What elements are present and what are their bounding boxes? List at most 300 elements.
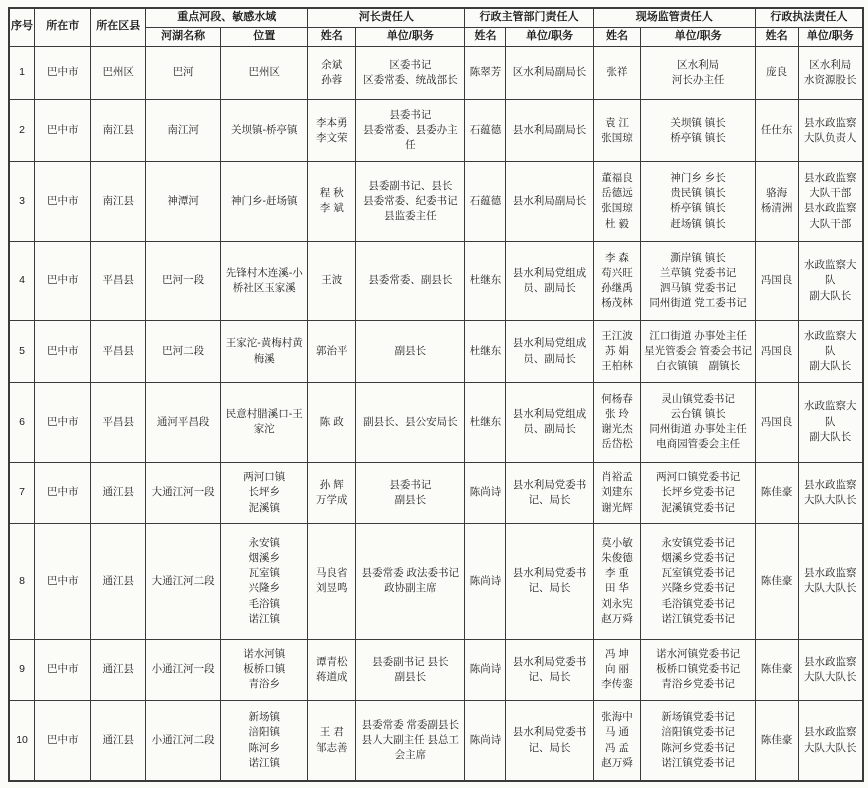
cell-site-titles [641,46,755,100]
cell-line: 张 玲 [605,408,629,421]
cell-line: 谭青松 [316,655,348,668]
cell-river-name [146,382,221,462]
cell-dept-titles [506,524,593,639]
cell-line: 县委常委 常委副县长 [361,718,460,731]
cell-line: 青浴乡党委书记 [661,678,735,691]
cell-enforce-names [755,46,798,100]
cell-line: 石蕴德 [469,194,502,207]
table-row [9,701,863,781]
cell-line: 同州街道 党工委书记 [649,297,747,310]
cell-line: 岳岱松 [601,438,633,451]
cell-line: 河长办主任 [671,73,725,86]
cell-county [91,524,146,639]
cell-line: 巴河一段 [162,274,205,287]
cell-line: 县水政监察大队大队长 [804,655,857,683]
cell-city [35,321,91,383]
cell-line: 县水利局党组成员、副局长 [512,408,587,436]
cell-line: 马良省 [316,567,348,580]
cell-line: 副大队长 [809,360,852,373]
cell-line: 李 斌 [319,202,344,215]
cell-line: 巴州区 [248,66,281,79]
cell-line: 陈佳豪 [760,486,793,499]
cell-site-titles [641,524,755,639]
table-row [9,46,863,100]
cell-line: 杜继东 [469,274,502,287]
cell-line: 赶场镇 镇长 [670,217,726,230]
cell-dept-name [465,100,506,162]
cell-line: 区委常委、统战部长 [363,73,458,86]
cell-line: 副大队长 [809,430,852,443]
cell-site-names [593,46,641,100]
cell-line: 县委常委、副县长 [368,274,453,287]
cell-line: 冯国良 [760,274,793,287]
cell-chief-names [308,639,356,701]
cell-chief-names [308,100,356,162]
cell-line: 通江县 [102,734,135,746]
cell-river-name [146,462,221,524]
cell-line: 田 华 [605,582,629,595]
cell-river-name [146,321,221,383]
cell-county [91,241,146,321]
cell-enforce-names [755,162,798,242]
cell-site-titles [641,382,755,462]
cell-line: 永安镇党委书记 [661,536,735,549]
cell-location [221,462,308,524]
cell-chief-titles [356,241,465,321]
cell-line: 冯 孟 [605,741,629,754]
cell-line: 石蕴德 [469,124,502,137]
cell-line: 巴中市 [47,274,79,287]
cell-river-name [146,639,221,701]
cell-line: 岳德远 [601,187,633,200]
cell-line: 贵民镇 镇长 [670,187,726,200]
cell-line: 县委副书记 县长 [372,655,449,668]
cell-line: 苏 娟 [605,345,629,358]
cell-site-titles [641,162,755,242]
cell-line: 县委书记 [389,478,432,491]
cell-line: 张国琼 [601,202,633,215]
cell-line: 杜 毅 [605,217,629,230]
header-county: 所在区县 [91,8,146,46]
cell-line: 瓦室镇 [248,567,281,580]
cell-location [221,46,308,100]
cell-site-titles [641,462,755,524]
cell-line: 2 [19,124,25,137]
cell-city [35,241,91,321]
cell-line: 谢光杰 [601,423,633,436]
cell-line: 王江波 [601,329,633,342]
cell-line: 任仕东 [760,124,793,137]
cell-line: 巴中市 [47,66,79,79]
cell-line: 同州街道 办事处主任 [649,423,747,436]
cell-line: 诺江镇 [248,756,281,769]
cell-line: 杜继东 [469,345,502,358]
cell-city [35,639,91,701]
cell-line: 关坝镇 镇长 [670,116,726,129]
cell-line: 朱俊德 [601,551,633,564]
cell-line: 南江县 [102,124,135,137]
cell-line: 李 森 [605,251,629,264]
cell-river-name [146,241,221,321]
cell-site-titles [641,639,755,701]
cell-site-names [593,382,641,462]
cell-line: 谢光辉 [601,501,633,514]
cell-line: 孙 辉 [319,478,344,491]
cell-line: 毛浴镇党委书记 [661,597,735,610]
cell-line: 巴中市 [47,345,79,358]
cell-enforce-titles [798,46,863,100]
cell-line: 冯国良 [760,415,793,428]
cell-line: 余斌 [321,58,343,71]
cell-line: 郭治平 [316,345,348,358]
cell-site-titles [641,701,755,781]
subheader-dept-unit: 单位/职务 [506,27,593,46]
cell-line: 刘永宪 [601,597,633,610]
cell-chief-titles [356,162,465,242]
cell-river-name [146,46,221,100]
cell-line: 瓦室镇党委书记 [661,567,735,580]
cell-line: 县水利局副局长 [512,194,587,207]
cell-line: 县水利局党委书记、局长 [512,655,587,683]
header-group-chief: 河长责任人 [308,8,465,27]
cell-chief-names [308,462,356,524]
cell-dept-name [465,701,506,781]
cell-line: 新场镇党委书记 [661,711,735,724]
cell-line: 李文荣 [316,131,348,144]
header-group-river: 重点河段、敏感水域 [146,8,308,27]
cell-line: 两河口镇党委书记 [656,471,741,484]
cell-line: 杜继东 [469,415,502,428]
cell-dept-name [465,321,506,383]
cell-county [91,462,146,524]
cell-line: 烟溪乡党委书记 [661,551,735,564]
cell-line: 神门乡-赶场镇 [231,194,298,207]
cell-dept-name [465,162,506,242]
table-row [9,524,863,639]
cell-site-names [593,241,641,321]
cell-serial [9,701,35,781]
cell-line: 灵山镇党委书记 [661,392,735,405]
cell-line: 县监委主任 [384,210,437,223]
cell-chief-names [308,241,356,321]
cell-line: 陈 政 [319,415,344,428]
cell-county [91,321,146,383]
cell-line: 孙蓉 [321,73,343,86]
cell-line: 小通江河二段 [151,734,215,746]
cell-chief-names [308,382,356,462]
cell-site-names [593,701,641,781]
cell-line: 区水利局副局长 [512,66,587,79]
cell-site-titles [641,100,755,162]
cell-line: 县水利局党委书记、局长 [512,478,587,506]
cell-enforce-titles [798,162,863,242]
cell-line: 县水利局党组成员、副局长 [512,337,587,365]
cell-location [221,382,308,462]
cell-line: 王柏林 [601,360,633,373]
cell-river-name [146,701,221,781]
cell-line: 平昌县 [102,274,135,287]
cell-line: 大通江河二段 [151,574,215,587]
cell-chief-titles [356,639,465,701]
cell-line: 大通江河一段 [151,486,215,499]
cell-line: 张国琼 [601,131,633,144]
cell-serial [9,321,35,383]
cell-line: 神潭河 [167,194,199,207]
cell-line: 何杨春 [601,392,633,405]
cell-line: 肖裕孟 [601,471,633,484]
cell-line: 诺江镇党委书记 [661,756,735,769]
cell-enforce-names [755,100,798,162]
cell-line: 王家沱-黄梅村黄梅溪 [225,337,303,365]
cell-line: 向 丽 [605,663,629,676]
cell-line: 陈佳豪 [760,734,793,746]
cell-city [35,46,91,100]
cell-county [91,382,146,462]
table-row [9,321,863,383]
cell-line: 诺水河镇党委书记 [656,648,741,661]
cell-site-names [593,100,641,162]
cell-line: 通江县 [102,486,135,499]
cell-line: 诺江镇 [248,612,281,625]
cell-county [91,162,146,242]
cell-chief-titles [356,382,465,462]
cell-line: 陈尚诗 [469,574,502,587]
cell-line: 赵万舜 [601,756,633,769]
cell-line: 县水利局党委书记、局长 [512,726,587,754]
cell-county [91,100,146,162]
cell-chief-titles [356,321,465,383]
cell-site-names [593,321,641,383]
cell-dept-name [465,462,506,524]
table-row [9,162,863,242]
cell-line: 副县长、县公安局长 [363,415,458,428]
cell-line: 小通江河一段 [151,663,215,676]
cell-city [35,100,91,162]
cell-line: 兴隆乡党委书记 [661,582,735,595]
cell-chief-names [308,524,356,639]
cell-site-names [593,162,641,242]
cell-line: 神门乡 乡长 [670,171,726,184]
table-body [9,46,863,781]
cell-line: 县水政监察大队大队长 [804,726,857,754]
subheader-river-name: 河湖名称 [146,27,221,46]
cell-dept-titles [506,701,593,781]
cell-city [35,524,91,639]
cell-line: 巴中市 [47,486,79,499]
cell-serial [9,462,35,524]
cell-line: 关坝镇-桥亭镇 [231,124,298,137]
cell-chief-titles [356,100,465,162]
cell-dept-titles [506,241,593,321]
cell-location [221,701,308,781]
cell-line: 板桥口镇 [243,663,286,676]
cell-line: 陈河乡党委书记 [661,741,735,754]
cell-dept-name [465,241,506,321]
cell-location [221,241,308,321]
cell-line: 兴隆乡 [248,582,281,595]
cell-line: 星光管委会 管委会书记 [644,345,753,358]
cell-line: 庞良 [766,66,788,79]
cell-line: 巴河二段 [162,345,205,358]
cell-line: 县水利局党委书记、局长 [512,567,587,595]
cell-enforce-names [755,241,798,321]
cell-line: 长坪乡 [248,486,281,499]
cell-site-names [593,462,641,524]
cell-line: 毛浴镇 [248,597,281,610]
cell-line: 袁 江 [605,116,629,129]
cell-line: 县委常委 政法委书记 [361,567,460,580]
cell-chief-titles [356,524,465,639]
subheader-enforce-name: 姓名 [755,27,798,46]
cell-line: 杨茂林 [601,297,633,310]
cell-line: 6 [19,415,25,428]
table-row [9,382,863,462]
header-city: 所在市 [35,8,91,46]
cell-line: 陈尚诗 [469,734,502,746]
cell-serial [9,382,35,462]
cell-line: 巴中市 [47,415,79,428]
cell-dept-titles [506,162,593,242]
cell-line: 涪阳镇党委书记 [661,726,735,739]
cell-enforce-titles [798,382,863,462]
cell-location [221,321,308,383]
cell-chief-names [308,162,356,242]
cell-line: 王波 [321,274,343,287]
cell-line: 县委书记 [389,108,432,121]
cell-line: 巴中市 [47,124,79,137]
cell-line: 巴州区 [102,66,135,79]
cell-line: 9 [19,663,25,676]
cell-line: 陈佳豪 [760,574,793,587]
cell-line: 通江县 [102,574,135,587]
cell-dept-titles [506,321,593,383]
cell-line: 平昌县 [102,415,135,428]
cell-line: 3 [19,194,25,207]
cell-line: 10 [16,734,28,746]
cell-line: 平昌县 [102,345,135,358]
cell-line: 8 [19,574,25,587]
cell-city [35,462,91,524]
cell-line: 巴中市 [47,663,79,676]
cell-line: 苟兴旺 [601,266,633,279]
subheader-enforce-unit: 单位/职务 [798,27,863,46]
cell-line: 陈佳豪 [760,663,793,676]
cell-line: 水政监察大队 [804,259,857,287]
cell-site-names [593,524,641,639]
cell-chief-titles [356,462,465,524]
cell-enforce-names [755,524,798,639]
cell-line: 孙继禹 [601,281,633,294]
cell-enforce-titles [798,321,863,383]
cell-enforce-names [755,639,798,701]
cell-line: 涪阳镇 [248,726,281,739]
cell-serial [9,162,35,242]
cell-enforce-titles [798,241,863,321]
cell-enforce-names [755,321,798,383]
cell-line: 泥溪镇党委书记 [661,501,735,514]
cell-line: 县人大副主任 县总工会主席 [361,734,460,762]
cell-line: 县委常委、纪委书记 [363,194,458,207]
cell-location [221,524,308,639]
cell-line: 水政监察大队 [804,329,857,358]
cell-line: 张海中 [601,711,633,724]
cell-serial [9,100,35,162]
cell-line: 县水政监察大队干部 [804,202,857,230]
cell-line: 县水政监察大队负责人 [804,116,857,144]
header-serial: 序号 [9,8,35,46]
subheader-chief-unit: 单位/职务 [356,27,465,46]
cell-chief-titles [356,701,465,781]
cell-enforce-titles [798,100,863,162]
cell-dept-name [465,46,506,100]
cell-line: 陈尚诗 [469,486,502,499]
cell-river-name [146,100,221,162]
cell-line: 诺江镇党委书记 [661,612,735,625]
table-row [9,100,863,162]
cell-dept-titles [506,639,593,701]
cell-line: 刘昱鸣 [316,582,348,595]
cell-line: 1 [19,66,25,79]
header-group-site: 现场监管责任人 [593,8,755,27]
cell-line: 副县长 [394,670,427,683]
cell-dept-name [465,524,506,639]
cell-line: 巴中市 [47,194,79,207]
cell-line: 赵万舜 [601,612,633,625]
cell-serial [9,46,35,100]
cell-line: 副县长 [394,493,427,506]
cell-serial [9,241,35,321]
cell-line: 王 君 [319,726,344,739]
cell-line: 5 [19,345,25,358]
cell-serial [9,639,35,701]
cell-line: 李 重 [605,567,629,580]
cell-city [35,382,91,462]
header-group-enforce: 行政执法责任人 [755,8,863,27]
cell-dept-titles [506,46,593,100]
cell-line: 陈翠芳 [469,66,502,79]
cell-enforce-names [755,382,798,462]
cell-line: 陈河乡 [248,741,281,754]
cell-line: 县水利局党组成员、副局长 [512,266,587,294]
cell-line: 电商园管委会主任 [656,438,741,451]
cell-location [221,639,308,701]
table-row [9,639,863,701]
cell-line: 两河口镇 [243,471,286,484]
cell-dept-name [465,382,506,462]
cell-line: 巴中市 [47,574,79,587]
responsibility-table [8,7,864,782]
cell-line: 江口街道 办事处主任 [649,329,747,342]
cell-line: 长坪乡党委书记 [661,486,735,499]
cell-county [91,639,146,701]
cell-site-names [593,639,641,701]
cell-chief-names [308,46,356,100]
cell-line: 青浴乡 [248,678,281,691]
cell-line: 陈尚诗 [469,663,502,676]
subheader-dept-name: 姓名 [465,27,506,46]
cell-line: 县水政监察大队大队长 [804,478,857,506]
cell-line: 区水利局 [677,58,720,71]
cell-line: 区委书记 [389,58,432,71]
cell-dept-titles [506,100,593,162]
table-row [9,241,863,321]
cell-line: 南江县 [102,194,135,207]
cell-dept-name [465,639,506,701]
subheader-site-name: 姓名 [593,27,641,46]
cell-line: 冯 坤 [605,648,629,661]
header-row-groups [9,8,863,27]
subheader-site-unit: 单位/职务 [641,27,755,46]
